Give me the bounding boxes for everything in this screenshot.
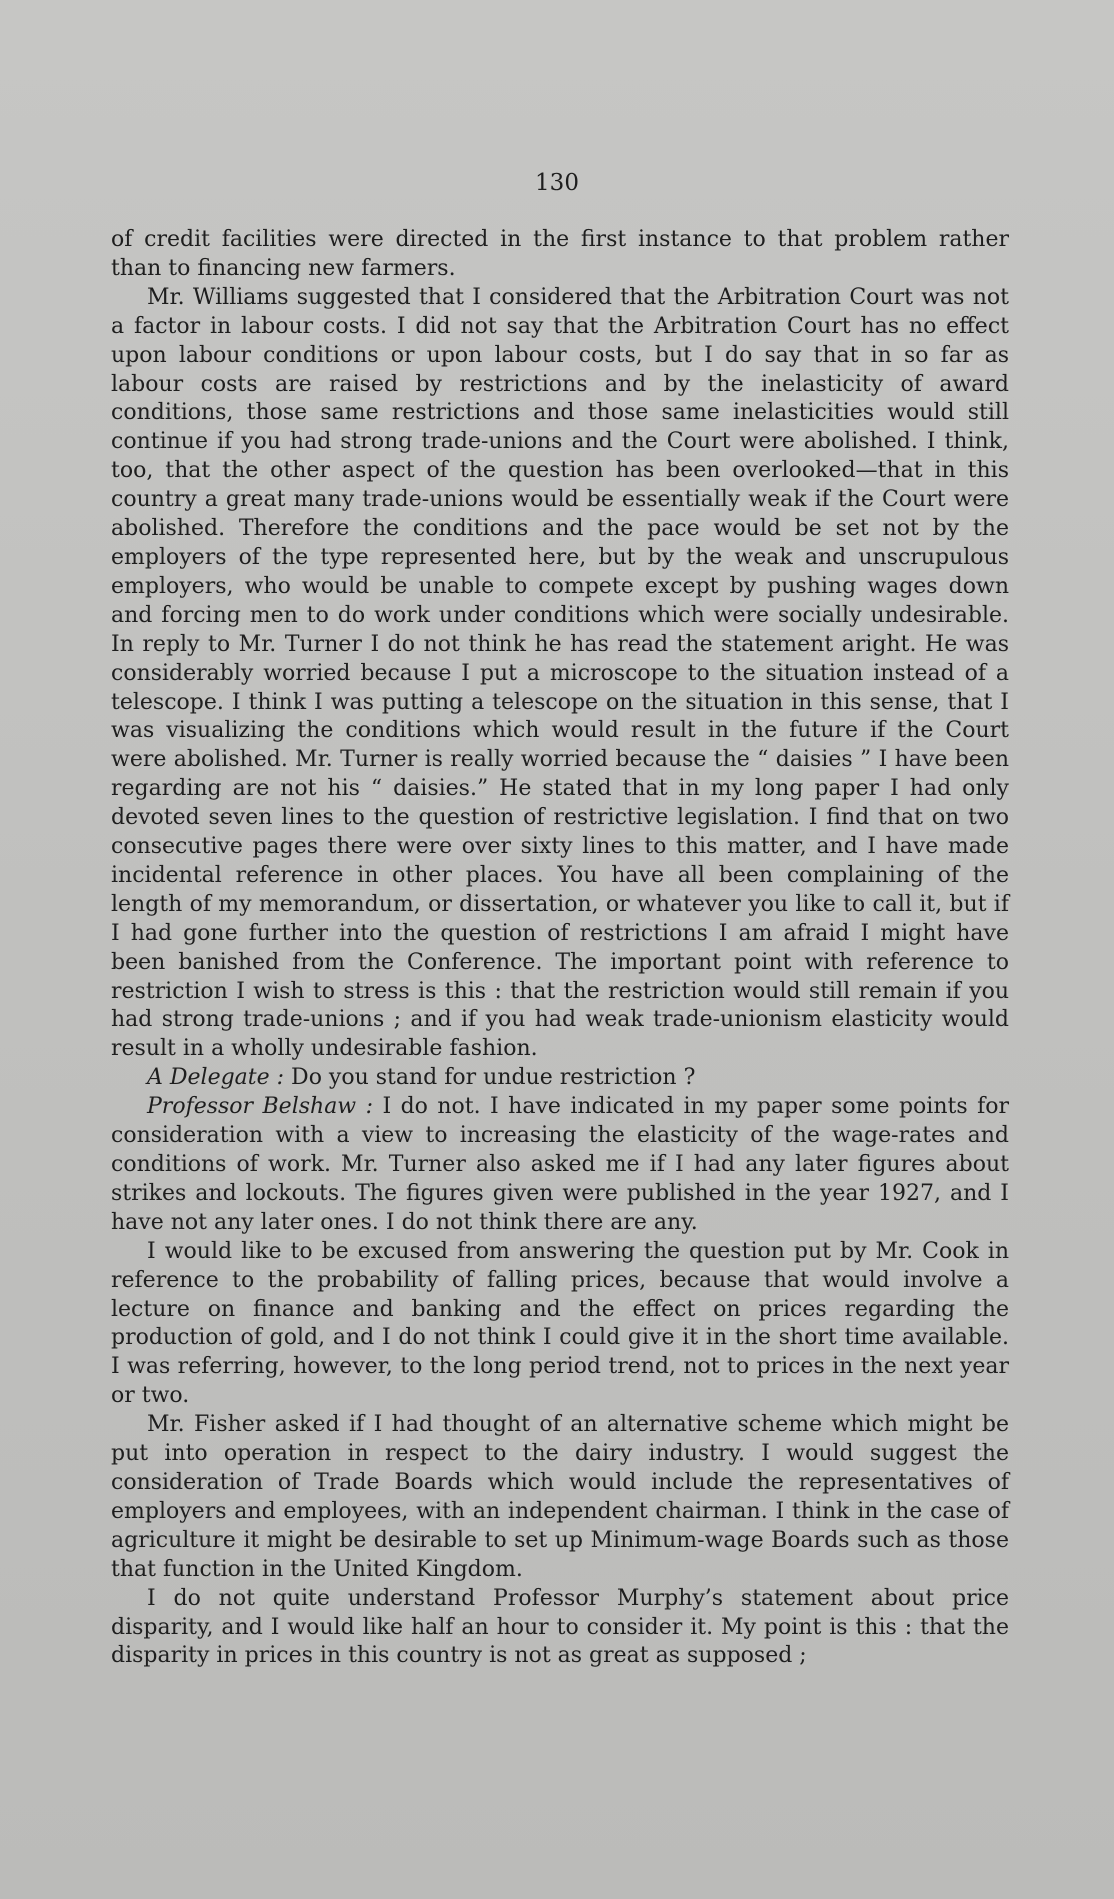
- paragraph-text: I do not quite understand Professor Murphy’s statement about price disparity, and I would like half an hour to consider it. My point is this : that the disparity in prices in this country is not as great as supposed ;: [111, 1585, 1009, 1669]
- paragraph-falling-prices: [111, 1238, 1009, 1411]
- speaker-label: A Delegate :: [147, 1065, 285, 1091]
- paragraph-text: Mr. Williams suggested that I considered that the Arbitration Court was not a factor in labour costs. I did not say that the Arbitration Court has no effect upon labour conditions or upon labour costs, but I do say that in so far as labour costs are raised by restrictions and by the inelasticity of award conditions, those same restrictions and those same inelasticities would still continue if you had strong trade-unions and the Court were abolished. I think, too, that the other aspect of the question has been overlooked—that in this country a great many trade-unions would be essentially weak if the Court were abolished. Therefore the conditions and the pace would be set not by the employers of the type represented here, but by the weak and unscrupulous employers, who would be unable to compete except by pushing wages down and forcing men to do work under conditions which were socially undesirable. In reply to Mr. Turner I do not think he has read the statement aright. He was considerably worried because I put a microscope to the situation instead of a telescope. I think I was putting a telescope on the situation in this sense, that I was visualizing the conditions which would result in the future if the Court were abolished. Mr. Turner is really worried because the “ daisies ” I have been regarding are not his “ daisies.” He stated that in my long paper I had only devoted seven lines to the question of restrictive legislation. I find that on two consecutive pages there were over sixty lines to this matter, and I have made incidental reference in other places. You have all been complaining of the length of my memorandum, or dissertation, or whatever you like to call it, but if I had gone further into the question of restrictions I am afraid I might have been banished from the Conference. The important point with reference to restriction I wish to stress is this : that the restriction would still remain if you had strong trade-unions ; and if you had weak trade-unionism elasticity would result in a wholly undesirable fashion.: [111, 284, 1009, 1062]
- body-text: [111, 226, 1009, 1671]
- paragraph-text: Mr. Fisher asked if I had thought of an alternative scheme which might be put into operation in respect to the dairy industry. I would suggest the consideration of Trade Boards which would include the representatives of employers and employees, with an independent chairman. I think in the case of agriculture it might be desirable to set up Minimum-wage Boards such as those that function in the United Kingdom.: [111, 1412, 1009, 1582]
- paragraph-dairy-industry: [111, 1411, 1009, 1584]
- paragraph-text: I would like to be excused from answering the question put by Mr. Cook in reference to the probability of falling prices, because that would involve a lecture on finance and banking and the effect on prices regarding the production of gold, and I do not think I could give it in the short time available. I was referring, however, to the long period trend, not to prices in the next year or two.: [111, 1238, 1009, 1409]
- paragraph-text: of credit facilities were directed in the first instance to that problem rather than to financing new farmers.: [111, 227, 1009, 281]
- speaker-label: Professor Belshaw :: [147, 1094, 373, 1120]
- paragraph-arbitration-court: [111, 284, 1009, 1064]
- paragraph-continuation: [111, 226, 1009, 284]
- page-number: 130: [535, 170, 579, 196]
- paragraph-delegate-question: [111, 1064, 1009, 1093]
- paragraph-text: Do you stand for undue restriction ?: [284, 1065, 696, 1091]
- paragraph-belshaw-reply: [111, 1093, 1009, 1238]
- paragraph-text: I do not. I have indicated in my paper some points for consideration with a view to increasing the elasticity of the wage-rates and conditions of work. Mr. Turner also asked me if I had any later figures about strikes and lockouts. The figures given were published in the year 1927, and I have not any later ones. I do not think there are any.: [111, 1094, 1009, 1235]
- paragraph-price-disparity: [111, 1585, 1009, 1672]
